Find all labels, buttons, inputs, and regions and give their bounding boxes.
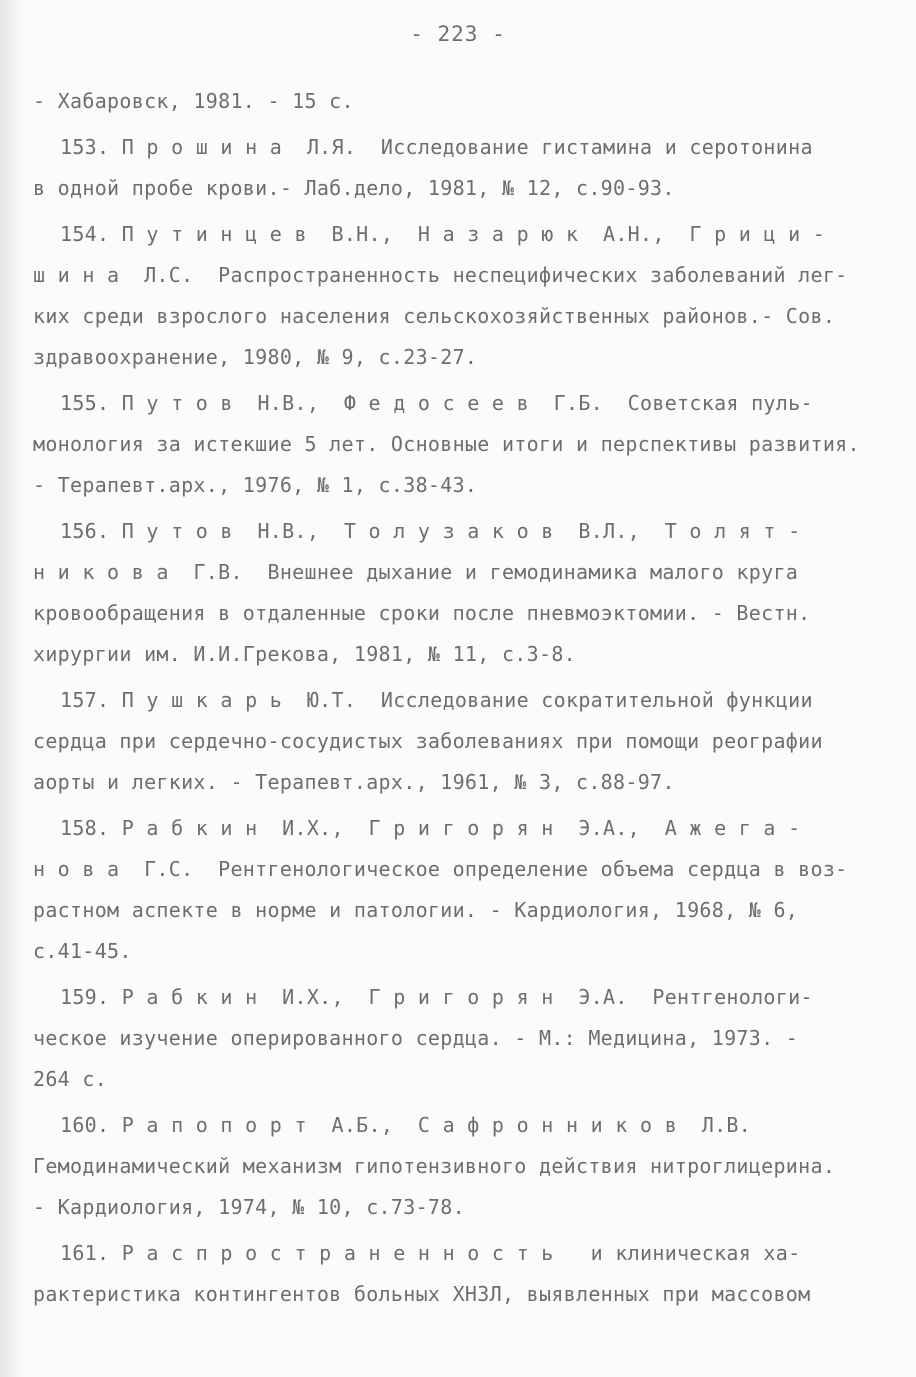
- text-line: - Кардиология, 1974, № 10, с.73-78.: [33, 1195, 465, 1219]
- text-line: растном аспекте в норме и патологии. - Кардиология, 1968, № 6,: [33, 898, 799, 922]
- page-edge-shadow: [0, 0, 22, 1377]
- text-line: - Терапевт.арх., 1976, № 1, с.38-43.: [33, 473, 478, 497]
- text-line: с.41-45.: [33, 939, 132, 963]
- text-line: 264 с.: [33, 1067, 108, 1091]
- text-line: 157. П у ш к а р ь Ю.Т. Исследование сократительной функции: [60, 688, 813, 712]
- text-line: в одной пробе крови.- Лаб.дело, 1981, № 12, с.90-93.: [33, 176, 675, 200]
- text-line: аорты и легких. - Терапевт.арх., 1961, № 3, с.88-97.: [33, 770, 675, 794]
- text-line: 154. П у т и н ц е в В.Н., Н а з а р ю к А.Н., Г р и ц и -: [60, 222, 826, 246]
- text-line: ких среди взрослого населения сельскохозяйственных районов.- Сов.: [33, 304, 836, 328]
- text-line: 160. Р а п о п о р т А.Б., С а ф р о н н и к о в Л.В.: [60, 1113, 752, 1137]
- text-line: здравоохранение, 1980, № 9, с.23-27.: [33, 345, 478, 369]
- text-line: - Хабаровск, 1981. - 15 с.: [33, 89, 354, 113]
- text-line: 153. П р о ш и н а Л.Я. Исследование гистамина и серотонина: [60, 135, 813, 159]
- text-line: монология за истекшие 5 лет. Основные итоги и перспективы развития.: [33, 432, 860, 456]
- text-line: н и к о в а Г.В. Внешнее дыхание и гемодинамика малого круга: [33, 560, 799, 584]
- text-line: Гемодинамический механизм гипотензивного действия нитроглицерина.: [33, 1154, 836, 1178]
- text-line: 161. Р а с п р о с т р а н е н н о с т ь и клиническая ха-: [60, 1241, 801, 1265]
- text-line: кровообращения в отдаленные сроки после пневмоэктомии. - Вестн.: [33, 601, 811, 625]
- text-line: хирургии им. И.И.Грекова, 1981, № 11, с.3-8.: [33, 642, 577, 666]
- text-line: сердца при сердечно-сосудистых заболеваниях при помощи реографии: [33, 729, 823, 753]
- text-line: 158. Р а б к и н И.Х., Г р и г о р я н Э.А., А ж е г а -: [60, 816, 801, 840]
- text-line: 156. П у т о в Н.В., Т о л у з а к о в В.Л., Т о л я т -: [60, 519, 801, 543]
- text-line: 159. Р а б к и н И.Х., Г р и г о р я н Э.А. Рентгенологи-: [60, 985, 813, 1009]
- text-line: 155. П у т о в Н.В., Ф е д о с е е в Г.Б. Советская пуль-: [60, 391, 813, 415]
- page-number: - 223 -: [410, 22, 506, 46]
- text-line: ш и н а Л.С. Распространенность неспецифических заболеваний лег-: [33, 263, 848, 287]
- text-line: ческое изучение оперированного сердца. - М.: Медицина, 1973. -: [33, 1026, 799, 1050]
- text-line: н о в а Г.С. Рентгенологическое определение объема сердца в воз-: [33, 857, 848, 881]
- text-line: рактеристика контингентов больных ХНЗЛ, выявленных при массовом: [33, 1282, 811, 1306]
